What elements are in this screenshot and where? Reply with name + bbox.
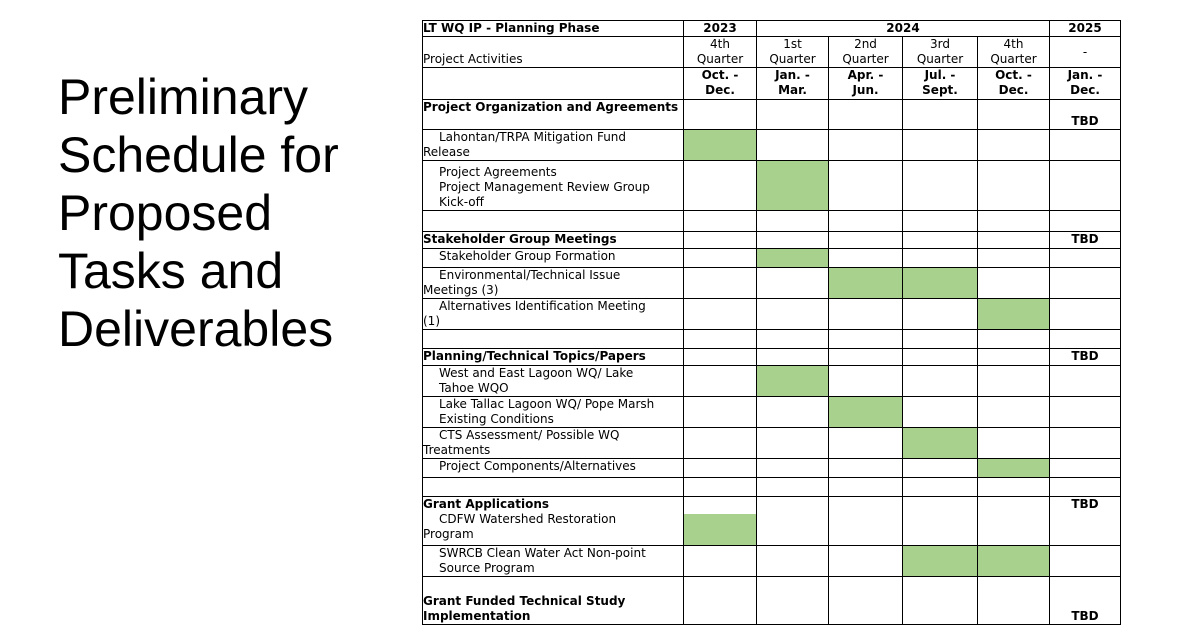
phase-header: LT WQ IP - Planning Phase	[423, 21, 684, 37]
header-years-row	[423, 21, 1121, 37]
month-range: Jan. - Dec.	[1050, 68, 1121, 100]
spacer-row	[423, 211, 1121, 232]
activities-header: Project Activities	[423, 37, 684, 68]
quarter-header: 4th Quarter	[978, 37, 1050, 68]
title-line: Deliverables	[58, 301, 334, 357]
quarter-header: 2nd Quarter	[829, 37, 903, 68]
tbd-label: TBD	[1050, 497, 1121, 546]
schedule-bar	[684, 130, 757, 161]
month-range: Oct. - Dec.	[978, 68, 1050, 100]
tbd-label: TBD	[1050, 577, 1121, 625]
schedule-bar	[757, 249, 829, 268]
month-range: Apr. - Jun.	[829, 68, 903, 100]
slide-title	[58, 68, 398, 358]
activity-row	[423, 459, 1121, 478]
activity-row	[423, 546, 1121, 577]
month-range: Jan. - Mar.	[757, 68, 829, 100]
title-line: Proposed	[58, 185, 273, 241]
activity-row	[423, 299, 1121, 330]
schedule-bar	[903, 428, 978, 459]
activity-row	[423, 249, 1121, 268]
activity-row	[423, 428, 1121, 459]
year-2024: 2024	[757, 21, 1050, 37]
schedule-bar	[829, 268, 903, 299]
tbd-label: TBD	[1050, 349, 1121, 366]
month-range: Jul. - Sept.	[903, 68, 978, 100]
quarter-header: 1st Quarter	[757, 37, 829, 68]
tbd-label: TBD	[1050, 100, 1121, 130]
activity-label: Project Components/Alternatives	[423, 459, 684, 478]
activity-row	[423, 397, 1121, 428]
schedule-bar	[829, 397, 903, 428]
schedule-table	[422, 20, 1121, 625]
section-row	[423, 232, 1121, 249]
schedule-bar	[757, 161, 829, 211]
activity-row	[423, 268, 1121, 299]
activity-label: Lahontan/TRPA Mitigation Fund Release	[423, 130, 684, 161]
spacer-row	[423, 330, 1121, 349]
spacer-row	[423, 478, 1121, 497]
activity-label: Project Agreements Project Management Review Group Kick-off	[423, 161, 684, 211]
section-title: Grant Funded Technical Study Implementation	[423, 577, 684, 625]
schedule-bar	[903, 546, 978, 577]
quarter-header: 4th Quarter	[684, 37, 757, 68]
year-2025: 2025	[1050, 21, 1121, 37]
section-row	[423, 349, 1121, 366]
year-2023: 2023	[684, 21, 757, 37]
section-row	[423, 100, 1121, 130]
activity-label: Stakeholder Group Formation	[423, 249, 684, 268]
bar-cell	[684, 497, 757, 546]
title-line: Preliminary	[58, 69, 309, 125]
activity-label: Environmental/Technical Issue Meetings (3)	[423, 268, 684, 299]
quarter-header: 3rd Quarter	[903, 37, 978, 68]
schedule-bar	[684, 514, 756, 545]
schedule-bar	[757, 366, 829, 397]
section-title: Planning/Technical Topics/Papers	[423, 349, 684, 366]
empty-cell	[423, 68, 684, 100]
tbd-label: TBD	[1050, 232, 1121, 249]
activity-label: CTS Assessment/ Possible WQ Treatments	[423, 428, 684, 459]
activity-label: Grant Applications CDFW Watershed Restoration Program	[423, 497, 684, 546]
activity-row	[423, 366, 1121, 397]
quarter-header: -	[1050, 37, 1121, 68]
section-title: Stakeholder Group Meetings	[423, 232, 684, 249]
schedule-bar	[903, 268, 978, 299]
activity-label: SWRCB Clean Water Act Non-point Source Program	[423, 546, 684, 577]
schedule-bar	[978, 459, 1050, 478]
header-months-row	[423, 68, 1121, 100]
activity-label: West and East Lagoon WQ/ Lake Tahoe WQO	[423, 366, 684, 397]
activity-row	[423, 130, 1121, 161]
activity-label: Lake Tallac Lagoon WQ/ Pope Marsh Existing Conditions	[423, 397, 684, 428]
schedule-bar	[978, 299, 1050, 330]
header-quarters-row	[423, 37, 1121, 68]
section-row	[423, 497, 1121, 546]
title-line: Tasks and	[58, 243, 284, 299]
schedule-bar	[978, 546, 1050, 577]
title-line: Schedule for	[58, 127, 339, 183]
activity-label: Alternatives Identification Meeting (1)	[423, 299, 684, 330]
month-range: Oct. - Dec.	[684, 68, 757, 100]
section-row	[423, 577, 1121, 625]
section-title: Project Organization and Agreements	[423, 100, 684, 130]
activity-row	[423, 161, 1121, 211]
